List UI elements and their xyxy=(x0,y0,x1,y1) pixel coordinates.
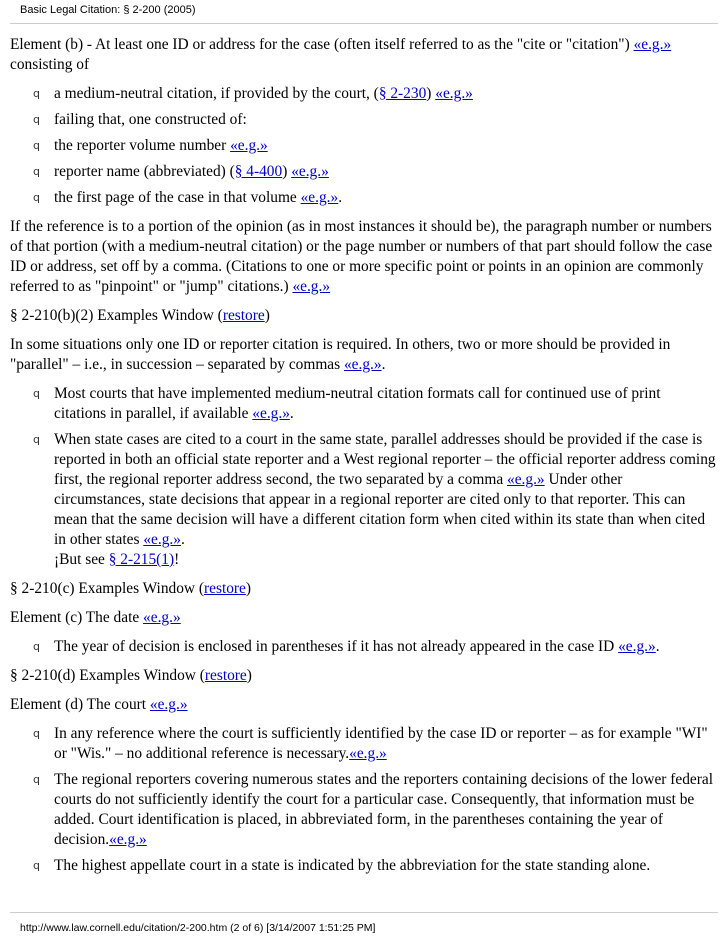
list-item xyxy=(33,637,716,657)
item-text: ) xyxy=(282,163,292,180)
element-b-text-2: consisting of xyxy=(10,56,90,73)
eg-link[interactable]: «e.g.» xyxy=(435,85,473,102)
element-d-paragraph xyxy=(10,695,716,715)
page-footer: http://www.law.cornell.edu/citation/2-200.htm (2 of 6) [3/14/2007 1:51:25 PM] xyxy=(20,922,376,934)
window-heading-close: ) xyxy=(264,307,270,324)
bullet-icon: q xyxy=(33,87,40,100)
restore-link[interactable]: restore xyxy=(204,667,247,684)
element-b-list xyxy=(10,84,716,208)
eg-link[interactable]: «e.g.» xyxy=(143,609,181,626)
examples-window-c xyxy=(10,579,716,599)
eg-link[interactable]: «e.g.» xyxy=(618,638,656,655)
exclamation: ! xyxy=(174,551,180,568)
element-b-paragraph xyxy=(10,35,716,75)
parallel-text: In some situations only one ID or reporter citation is required. In others, two or more should be provided in "parallel" – i.e., in succession – separated by commas xyxy=(10,336,671,373)
restore-link[interactable]: restore xyxy=(204,580,246,597)
period: . xyxy=(289,405,294,422)
item-text: In any reference where the court is sufficiently identified by the case ID or reporter – as for example "WI" or "Wis." – no additional reference is necessary. xyxy=(54,725,708,762)
bullet-icon: q xyxy=(33,113,40,126)
list-item xyxy=(33,770,716,850)
eg-link[interactable]: «e.g.» xyxy=(109,831,147,848)
pinpoint-paragraph xyxy=(10,217,716,297)
but-see-line xyxy=(54,550,716,570)
list-item xyxy=(33,384,716,424)
examples-window-b2 xyxy=(10,306,716,326)
list-item xyxy=(33,110,716,130)
bullet-icon: q xyxy=(33,727,40,740)
element-d-list xyxy=(10,724,716,876)
window-heading-close: ) xyxy=(246,667,252,684)
list-item xyxy=(33,84,716,104)
eg-link[interactable]: «e.g.» xyxy=(633,36,672,53)
footer-divider xyxy=(10,912,718,913)
bullet-icon: q xyxy=(33,191,40,204)
item-text: ) xyxy=(426,85,436,102)
restore-link[interactable]: restore xyxy=(222,307,265,324)
item-text: . xyxy=(338,189,343,206)
window-heading: § 2-210(d) Examples Window ( xyxy=(10,667,205,684)
period: . xyxy=(655,638,660,655)
bullet-icon: q xyxy=(33,640,40,653)
window-heading: § 2-210(c) Examples Window ( xyxy=(10,580,204,597)
list-item xyxy=(33,188,716,208)
parallel-list xyxy=(10,384,716,570)
window-heading: § 2-210(b)(2) Examples Window ( xyxy=(10,307,223,324)
eg-link[interactable]: «e.g.» xyxy=(149,696,188,713)
section-link[interactable]: § 2-230 xyxy=(378,85,427,102)
list-item xyxy=(33,856,716,876)
item-text: the first page of the case in that volume xyxy=(54,189,301,206)
parallel-paragraph xyxy=(10,335,716,375)
bullet-icon: q xyxy=(33,773,40,786)
page-header: Basic Legal Citation: § 2-200 (2005) xyxy=(20,4,196,16)
list-item xyxy=(33,162,716,182)
item-text: The highest appellate court in a state is indicated by the abbreviation for the state standing alone. xyxy=(54,857,651,874)
item-text: failing that, one constructed of: xyxy=(54,111,247,128)
element-b-text: Element (b) - At least one ID or address for the case (often itself referred to as the "cite or "citation") xyxy=(10,36,630,53)
but-see-text: ¡But see xyxy=(54,551,109,568)
eg-link[interactable]: «e.g.» xyxy=(349,745,387,762)
list-item xyxy=(33,430,716,570)
document-body xyxy=(10,35,716,885)
eg-link[interactable]: «e.g.» xyxy=(343,356,382,373)
bullet-icon: q xyxy=(33,165,40,178)
bullet-icon: q xyxy=(33,139,40,152)
item-text: a medium-neutral citation, if provided by the court, ( xyxy=(54,85,379,102)
list-item xyxy=(33,724,716,764)
eg-link[interactable]: «e.g.» xyxy=(507,471,545,488)
window-heading-close: ) xyxy=(245,580,252,597)
item-text: the reporter volume number xyxy=(54,137,231,154)
eg-link[interactable]: «e.g.» xyxy=(143,531,181,548)
bullet-icon: q xyxy=(33,859,40,872)
bullet-icon: q xyxy=(33,387,40,400)
item-text: When state cases are cited to a court in the same state, parallel addresses should be provided if the case is reported in both an official state reporter and a West regional reporter – the official reporter address coming first, the regional reporter address second, the two separated by a comma xyxy=(54,431,716,488)
eg-link[interactable]: «e.g.» xyxy=(300,189,339,206)
element-c-paragraph xyxy=(10,608,716,628)
eg-link[interactable]: «e.g.» xyxy=(292,278,331,295)
section-link[interactable]: § 2-215(1) xyxy=(108,551,175,568)
header-divider xyxy=(10,23,718,24)
period: . xyxy=(180,531,185,548)
pinpoint-text: If the reference is to a portion of the opinion (as in most instances it should be), the paragraph number or numbers of that portion (with a medium-neutral citation) or the page number or numbers of that part should follow the case ID or address, set off by a comma. (Citations to one or more specific point or points in an opinion are commonly referred to as "pinpoint" or "jump" citations.) xyxy=(10,218,713,295)
list-item xyxy=(33,136,716,156)
item-text: Most courts that have implemented medium-neutral citation formats call for continued use of print citations in parallel, if available xyxy=(54,385,661,422)
eg-link[interactable]: «e.g.» xyxy=(230,137,268,154)
item-text: The year of decision is enclosed in parentheses if it has not already appeared in the case ID xyxy=(54,638,619,655)
element-c-text: Element (c) The date xyxy=(10,609,144,626)
section-link[interactable]: § 4-400 xyxy=(234,163,283,180)
eg-link[interactable]: «e.g.» xyxy=(291,163,329,180)
item-text: Under other circumstances, state decisions that appear in a regional reporter are cited only to that reporter. This can mean that the same decision will have a different citation form when cited within its state than when cited in other states xyxy=(54,471,706,548)
element-d-text: Element (d) The court xyxy=(10,696,150,713)
period: . xyxy=(381,356,386,373)
eg-link[interactable]: «e.g.» xyxy=(252,405,290,422)
examples-window-d xyxy=(10,666,716,686)
item-text: The regional reporters covering numerous states and the reporters containing decisions of the lower federal courts do not sufficiently identify the court for a particular case. Consequently, that information must be added. Court identification is placed, in abbreviated form, in the parentheses containing the year of decision. xyxy=(54,771,713,848)
element-c-list xyxy=(10,637,716,657)
bullet-icon: q xyxy=(33,433,40,446)
item-text: reporter name (abbreviated) ( xyxy=(54,163,235,180)
